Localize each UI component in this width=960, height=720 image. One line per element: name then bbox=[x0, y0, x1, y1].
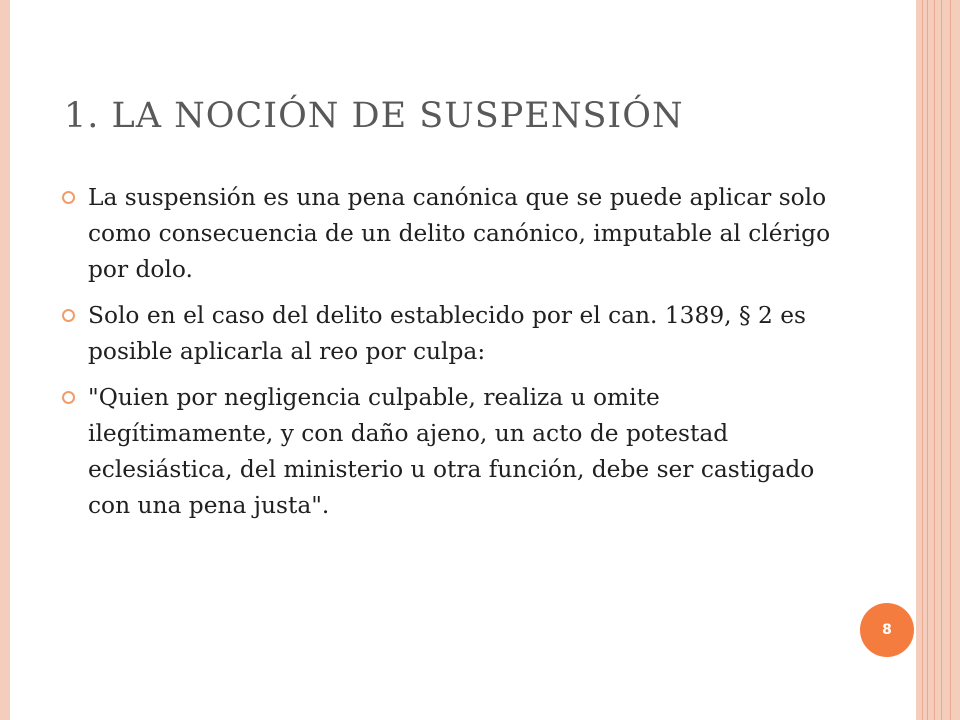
bullet-item bbox=[62, 180, 852, 288]
border-stripe bbox=[927, 0, 928, 720]
border-stripe bbox=[934, 0, 935, 720]
bullet-item bbox=[62, 380, 852, 524]
circle-bullet-icon bbox=[62, 191, 75, 204]
bullet-list bbox=[62, 180, 852, 534]
border-stripe bbox=[922, 0, 923, 720]
page-number-badge: 8 bbox=[860, 603, 914, 657]
circle-bullet-icon bbox=[62, 391, 75, 404]
bullet-text: Solo en el caso del delito establecido por el can. 1389, § 2 es posible aplicarla al reo por culpa: bbox=[88, 302, 806, 365]
bullet-text: La suspensión es una pena canónica que se puede aplicar solo como consecuencia de un delito canónico, imputable al clérigo por dolo. bbox=[88, 184, 831, 283]
bullet-item bbox=[62, 298, 852, 370]
bullet-text: "Quien por negligencia culpable, realiza u omite ilegítimamente, y con daño ajeno, un acto de potestad eclesiástica, del ministerio u otra función, debe ser castigado con una pena justa". bbox=[88, 384, 815, 519]
slide-title: 1. LA NOCIÓN DE SUSPENSIÓN bbox=[64, 96, 684, 136]
border-stripe bbox=[941, 0, 942, 720]
border-stripe bbox=[950, 0, 951, 720]
circle-bullet-icon bbox=[62, 309, 75, 322]
